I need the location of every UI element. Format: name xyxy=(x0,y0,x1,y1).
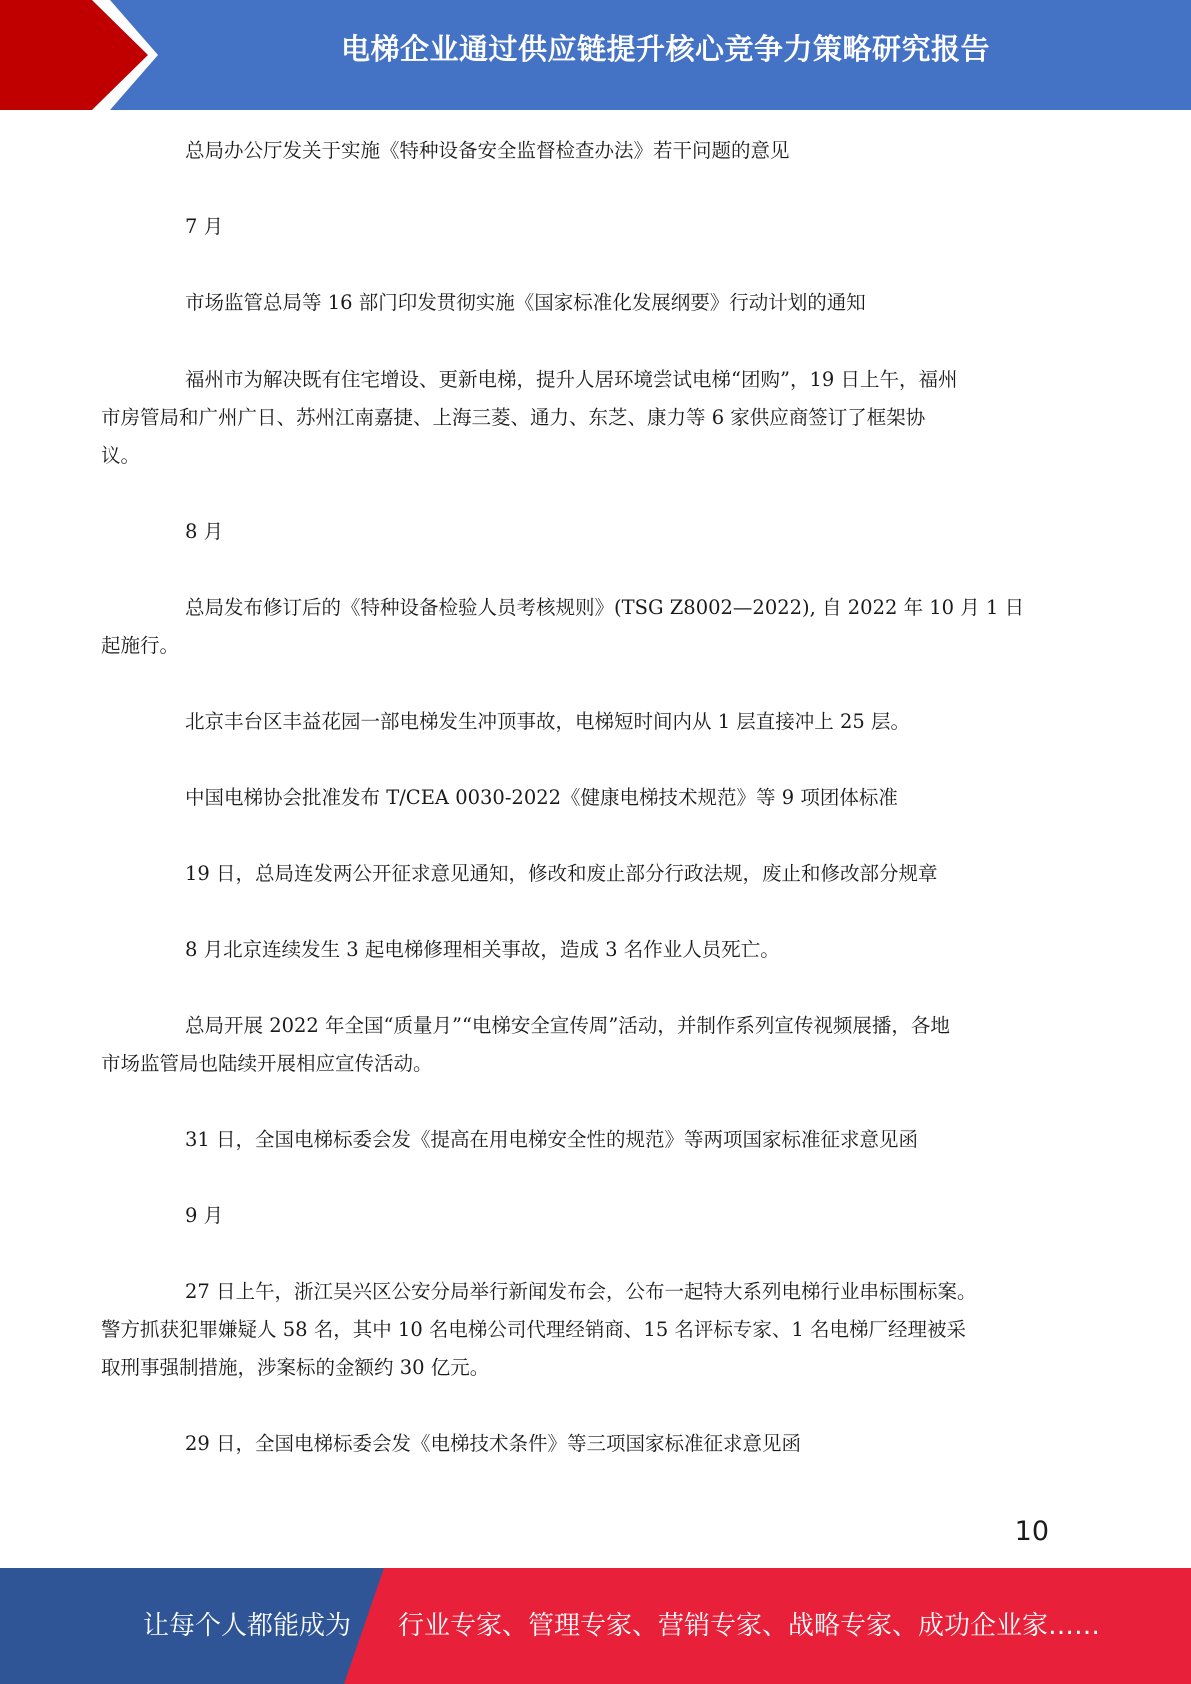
paragraph xyxy=(101,589,1043,665)
paragraph-line: 警方抓获犯罪嫌疑人 58 名，其中 10 名电梯公司代理经销商、15 名评标专家、1 名电梯厂经理被采 xyxy=(101,1318,967,1341)
paragraph xyxy=(143,284,1043,322)
paragraph-line: 福州市为解决既有住宅增设、更新电梯，提升人居环境尝试电梯“团购”，19 日上午，福州 xyxy=(185,368,958,391)
paragraph-line: 起施行。 xyxy=(101,634,180,657)
paragraph-line: 19 日，总局连发两公开征求意见通知，修改和废止部分行政法规，废止和修改部分规章 xyxy=(185,862,938,885)
footer-slogan-left: 让每个人都能成为 xyxy=(143,1611,352,1641)
paragraph-line: 总局开展 2022 年全国“质量月”“电梯安全宣传周”活动，并制作系列宣传视频展播，各地 xyxy=(185,1014,950,1037)
paragraph-line: 27 日上午，浙江吴兴区公安分局举行新闻发布会，公布一起特大系列电梯行业串标围标案。 xyxy=(185,1280,977,1303)
paragraph xyxy=(101,361,1043,475)
paragraph xyxy=(143,855,1043,893)
paragraph xyxy=(143,132,1043,170)
document-title: 电梯企业通过供应链提升核心竞争力策略研究报告 xyxy=(340,32,990,66)
month-heading xyxy=(143,513,1043,551)
paragraph-line: 中国电梯协会批准发布 T/CEA 0030-2022《健康电梯技术规范》等 9 项团体标准 xyxy=(185,786,898,809)
paragraph-line: 31 日，全国电梯标委会发《提高在用电梯安全性的规范》等两项国家标准征求意见函 xyxy=(185,1128,919,1151)
paragraph-line: 北京丰台区丰益花园一部电梯发生冲顶事故，电梯短时间内从 1 层直接冲上 25 层。 xyxy=(185,710,911,733)
month-heading xyxy=(143,208,1043,246)
month-heading xyxy=(143,1197,1043,1235)
paragraph-line: 市房管局和广州广日、苏州江南嘉捷、上海三菱、通力、东芝、康力等 6 家供应商签订了框架协 xyxy=(101,406,926,429)
paragraph xyxy=(101,1273,1043,1387)
paragraph-line: 取刑事强制措施，涉案标的金额约 30 亿元。 xyxy=(101,1356,490,1379)
paragraph xyxy=(143,1425,1043,1463)
paragraph-line: 市场监管总局等 16 部门印发贯彻实施《国家标准化发展纲要》行动计划的通知 xyxy=(185,291,866,314)
footer-slogan-right: 行业专家、管理专家、营销专家、战略专家、成功企业家…… xyxy=(398,1611,1101,1641)
paragraph-line: 市场监管局也陆续开展相应宣传活动。 xyxy=(101,1052,433,1075)
paragraph xyxy=(143,703,1043,741)
paragraph xyxy=(101,1007,1043,1083)
paragraph xyxy=(143,931,1043,969)
paragraph-line: 9 月 xyxy=(185,1204,224,1227)
paragraph xyxy=(143,779,1043,817)
page-footer xyxy=(0,1568,1191,1684)
paragraph-line: 29 日，全国电梯标委会发《电梯技术条件》等三项国家标准征求意见函 xyxy=(185,1432,802,1455)
paragraph xyxy=(143,1121,1043,1159)
paragraph-line: 8 月 xyxy=(185,520,224,543)
paragraph-line: 总局发布修订后的《特种设备检验人员考核规则》(TSG Z8002—2022), 自 2022 年 10 月 1 日 xyxy=(185,596,1025,619)
paragraph-line: 8 月北京连续发生 3 起电梯修理相关事故，造成 3 名作业人员死亡。 xyxy=(185,938,780,961)
paragraph-line: 议。 xyxy=(101,444,141,467)
page-number: 10 xyxy=(1014,1516,1049,1547)
paragraph-line: 7 月 xyxy=(185,215,224,238)
paragraph-line: 总局办公厅发关于实施《特种设备安全监督检查办法》若干问题的意见 xyxy=(185,139,790,162)
